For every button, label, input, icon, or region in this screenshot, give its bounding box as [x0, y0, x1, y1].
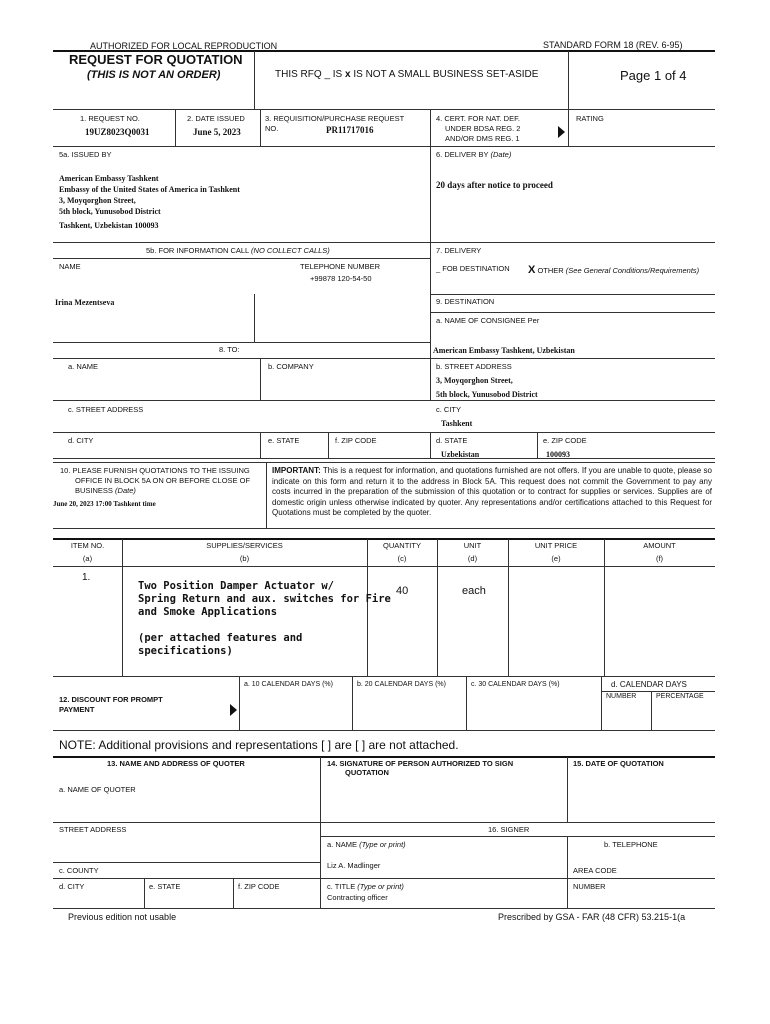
footer-prescribed-by: Prescribed by GSA - FAR (48 CFR) 53.215-1(a [498, 912, 686, 922]
to-label: 8. TO: [219, 345, 240, 354]
item-unit-value: each [462, 585, 486, 597]
pointer-arrow-icon [558, 126, 565, 138]
delivery-label: 7. DELIVERY [436, 246, 482, 255]
col-header-unit: UNIT [463, 541, 482, 550]
destination-street-label: b. STREET ADDRESS [436, 362, 512, 371]
date-issued-value: June 5, 2023 [193, 127, 241, 137]
telephone-value: +99878 120-54-50 [310, 274, 372, 283]
date-issued-label: 2. DATE ISSUED [187, 114, 245, 123]
item-description-line: Two Position Damper Actuator w/ [138, 580, 334, 592]
block10-line-2: OFFICE IN BLOCK 5A ON OR BEFORE CLOSE OF [75, 476, 251, 485]
col-header-amount: AMOUNT [643, 541, 676, 550]
col-header-sub: (f) [655, 554, 664, 563]
authorized-reproduction: AUTHORIZED FOR LOCAL REPRODUCTION [90, 41, 278, 51]
area-code-label: AREA CODE [573, 866, 617, 875]
quoter-city-label: d. CITY [59, 882, 85, 891]
issued-by-line: Embassy of the United States of America in Tashkent [59, 185, 240, 194]
signer-title-label: c. TITLE (Type or print) [327, 882, 404, 891]
quoter-street-label: STREET ADDRESS [59, 825, 127, 834]
destination-state-value: Uzbekistan [441, 450, 480, 459]
quoter-zip-label: f. ZIP CODE [238, 882, 280, 891]
important-text: This is a request for information, and quotations furnished are not offers. If you are unable to quote, please so indicate on this form and return it to the address in Block 5A. This request does not commit the Government to pay any costs incurred in the preparation of the submission of this quotation or to contract for supplies or services. Supplies are of domestic origin unless otherwise indicated by quoter. Any representations and/or certifications attached to this Request for Quotations must be completed by the quoter. [272, 466, 713, 517]
consignee-label: a. NAME OF CONSIGNEE Per [436, 316, 540, 325]
quotation-date-label: 15. DATE OF QUOTATION [573, 759, 664, 768]
requisition-label: 3. REQUISITION/PURCHASE REQUEST [265, 114, 405, 123]
page-indicator: Page 1 of 4 [620, 68, 687, 83]
rfq-selected-mark: x [345, 69, 351, 80]
standard-form-number: STANDARD FORM 18 (REV. 6-95) [543, 40, 683, 50]
signer-label: 16. SIGNER [488, 825, 530, 834]
request-no-label: 1. REQUEST NO. [80, 114, 140, 123]
discount-label-line: 12. DISCOUNT FOR PROMPT [59, 695, 163, 704]
col-header-sub: (b) [239, 554, 250, 563]
quoter-name-label: a. NAME OF QUOTER [59, 785, 136, 794]
quoter-block-label: 13. NAME AND ADDRESS OF QUOTER [107, 759, 245, 768]
to-state-label: e. STATE [268, 436, 300, 445]
to-street-label: c. STREET ADDRESS [68, 405, 144, 414]
to-name-label: a. NAME [68, 362, 99, 371]
discount-calendar-days-label: d. CALENDAR DAYS [611, 680, 687, 689]
issued-by-line: 5th block, Yunusobod District [59, 207, 161, 216]
signer-title-value: Contracting officer [327, 893, 388, 902]
discount-10-days-label: a. 10 CALENDAR DAYS (%) [244, 681, 333, 688]
other-delivery-option: X OTHER (See General Conditions/Requirements) [528, 264, 700, 276]
col-header-item-no: ITEM NO. [70, 541, 105, 550]
destination-zip-value: 100093 [546, 450, 570, 459]
deliver-by-value: 20 days after notice to proceed [436, 180, 553, 190]
issued-by-city: Tashkent, Uzbekistan 100093 [59, 221, 159, 230]
consignee-value: American Embassy Tashkent, Uzbekistan [433, 346, 575, 355]
discount-20-days-label: b. 20 CALENDAR DAYS (%) [357, 681, 446, 688]
to-zip-label: f. ZIP CODE [335, 436, 377, 445]
item-description-line: Spring Return and aux. switches for Fire [138, 593, 391, 605]
destination-label: 9. DESTINATION [436, 297, 495, 306]
signature-block-label: 14. SIGNATURE OF PERSON AUTHORIZED TO SIGN [327, 759, 514, 768]
rfq-suffix: IS NOT A SMALL BUSINESS SET-ASIDE [353, 69, 539, 80]
important-notice [272, 466, 712, 519]
destination-street-line: 3, Moyqorghon Street, [436, 376, 513, 385]
requisition-no-value: PR11717016 [326, 125, 374, 135]
signer-telephone-label: b. TELEPHONE [604, 840, 658, 849]
destination-city-value: Tashkent [441, 419, 473, 428]
col-header-quantity: QUANTITY [383, 541, 421, 550]
quote-due-date: June 20, 2023 17:00 Tashkent time [53, 500, 156, 508]
contact-name-label: NAME [59, 262, 81, 271]
discount-label-line: PAYMENT [59, 705, 95, 714]
col-header-supplies: SUPPLIES/SERVICES [206, 541, 283, 550]
item-no-value: 1. [82, 572, 91, 583]
item-description-line: and Smoke Applications [138, 606, 278, 618]
other-selected-mark: X [528, 264, 536, 276]
set-aside-statement [275, 69, 538, 81]
deliver-by-label: 6. DELIVER BY (Date) [436, 150, 512, 159]
item-description-line: (per attached features and [138, 632, 303, 644]
fob-destination-option: _ FOB DESTINATION [436, 264, 510, 273]
pointer-arrow-icon [230, 704, 237, 716]
requisition-no-label: NO. [265, 124, 279, 133]
important-label: IMPORTANT: [272, 466, 321, 475]
cert-line-1: 4. CERT. FOR NAT. DEF. [436, 114, 520, 123]
signature-block-label-2: QUOTATION [345, 768, 389, 777]
item-quantity-value: 40 [396, 585, 409, 597]
telephone-label: TELEPHONE NUMBER [300, 262, 381, 271]
block10-line-3: BUSINESS (Date) [75, 486, 136, 495]
discount-percentage-label: PERCENTAGE [656, 693, 704, 700]
signer-name-label: a. NAME (Type or print) [327, 840, 406, 849]
item-description-line: specifications) [138, 645, 233, 657]
phone-number-label: NUMBER [573, 882, 606, 891]
issued-by-line: 3, Moyqorghon Street, [59, 196, 136, 205]
destination-street-line: 5th block, Yunusobod District [436, 390, 538, 399]
col-header-sub: (a) [82, 554, 93, 563]
rating-label: RATING [576, 114, 604, 123]
issued-by-line: American Embassy Tashkent [59, 174, 159, 183]
provisions-note: NOTE: Additional provisions and representations [ ] are [ ] are not attached. [59, 738, 459, 752]
form-subtitle: (THIS IS NOT AN ORDER) [87, 69, 221, 81]
signer-name-value: Liz A. Madlinger [327, 861, 381, 870]
footer-edition-note: Previous edition not usable [68, 912, 177, 922]
destination-city-label: c. CITY [436, 405, 462, 414]
cert-line-2: UNDER BDSA REG. 2 [445, 124, 521, 133]
discount-number-label: NUMBER [606, 693, 637, 700]
col-header-sub: (c) [397, 554, 407, 563]
request-no-value: 19UZ8023Q0031 [85, 127, 150, 137]
cert-line-3: AND/OR DMS REG. 1 [445, 134, 520, 143]
block10-line-1: 10. PLEASE FURNISH QUOTATIONS TO THE ISSUING [60, 466, 250, 475]
quoter-state-label: e. STATE [149, 882, 181, 891]
col-header-sub: (d) [467, 554, 478, 563]
rfq-prefix: THIS RFQ _ IS [275, 69, 343, 80]
issued-by-label: 5a. ISSUED BY [59, 150, 112, 159]
col-header-sub: (e) [551, 554, 561, 563]
info-call-label: 5b. FOR INFORMATION CALL (NO COLLECT CALLS) [146, 246, 330, 255]
to-city-label: d. CITY [68, 436, 94, 445]
contact-name-value: Irina Mezentseva [55, 298, 115, 307]
col-header-unit-price: UNIT PRICE [534, 541, 578, 550]
destination-zip-label: e. ZIP CODE [543, 436, 587, 445]
discount-30-days-label: c. 30 CALENDAR DAYS (%) [471, 681, 560, 688]
to-company-label: b. COMPANY [268, 362, 314, 371]
destination-state-label: d. STATE [436, 436, 468, 445]
form-title: REQUEST FOR QUOTATION [69, 52, 243, 67]
quoter-county-label: c. COUNTY [59, 866, 99, 875]
